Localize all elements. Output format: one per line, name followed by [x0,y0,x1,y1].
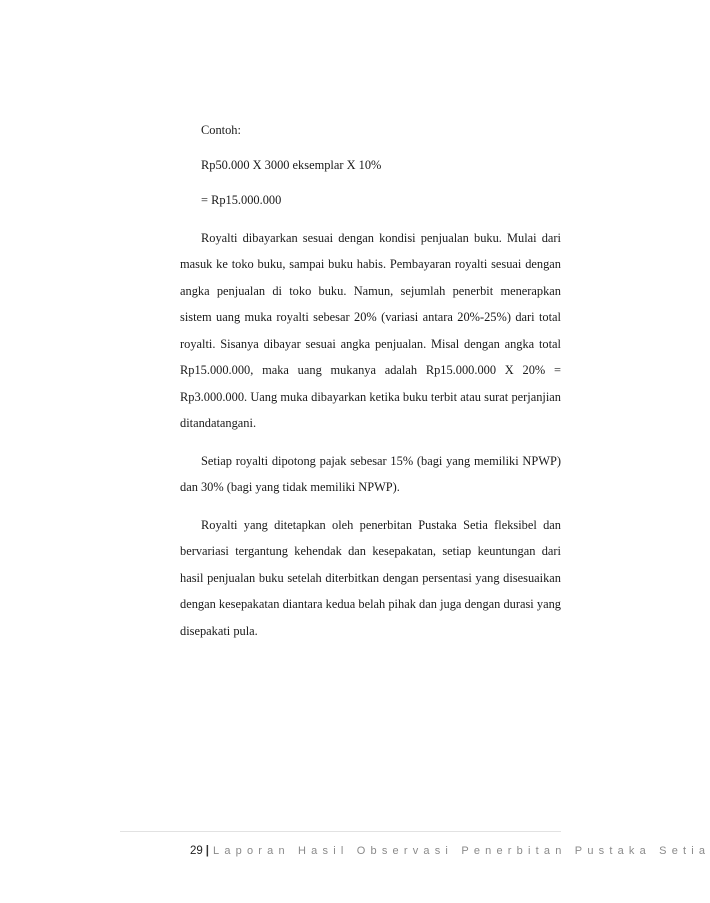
footer-title: Laporan Hasil Observasi Penerbitan Pustaka Setia [213,845,710,857]
footer-divider [120,831,561,832]
formula-line: Rp50.000 X 3000 eksemplar X 10% [201,157,382,172]
page-content [180,117,561,644]
page-footer [190,840,710,862]
page-number: 29 [190,845,203,857]
paragraph-flexibility: Royalti yang ditetapkan oleh penerbitan Pustaka Setia fleksibel dan bervariasi tergantung kehendak dan kesepakatan, setiap keuntungan dari hasil penjualan buku setelah diterbitkan dengan persentasi yang disesuaikan dengan kesepakatan diantara kedua belah pihak dan juga dengan durasi yang disepakati pula. [180,517,561,638]
paragraph-royalti-payment: Royalti dibayarkan sesuai dengan kondisi penjualan buku. Mulai dari masuk ke toko buku, sampai buku habis. Pembayaran royalti sesuai dengan angka penjualan di toko buku. Namun, sejumlah penerbit menerapkan sistem uang muka royalti sebesar 20% (variasi antara 20%-25%) dari total royalti. Sisanya dibayar sesuai angka penjualan. Misal dengan angka total Rp15.000.000, maka uang mukanya adalah Rp15.000.000 X 20% = Rp3.000.000. Uang muka dibayarkan ketika buku terbit atau surat perjanjian ditandatangani. [180,230,561,430]
footer-separator: | [205,845,210,857]
result-line: = Rp15.000.000 [201,193,282,207]
example-label: Contoh: [201,123,241,137]
paragraph-tax: Setiap royalti dipotong pajak sebesar 15% (bagi yang memiliki NPWP) dan 30% (bagi yang tidak memiliki NPWP). [180,453,561,494]
